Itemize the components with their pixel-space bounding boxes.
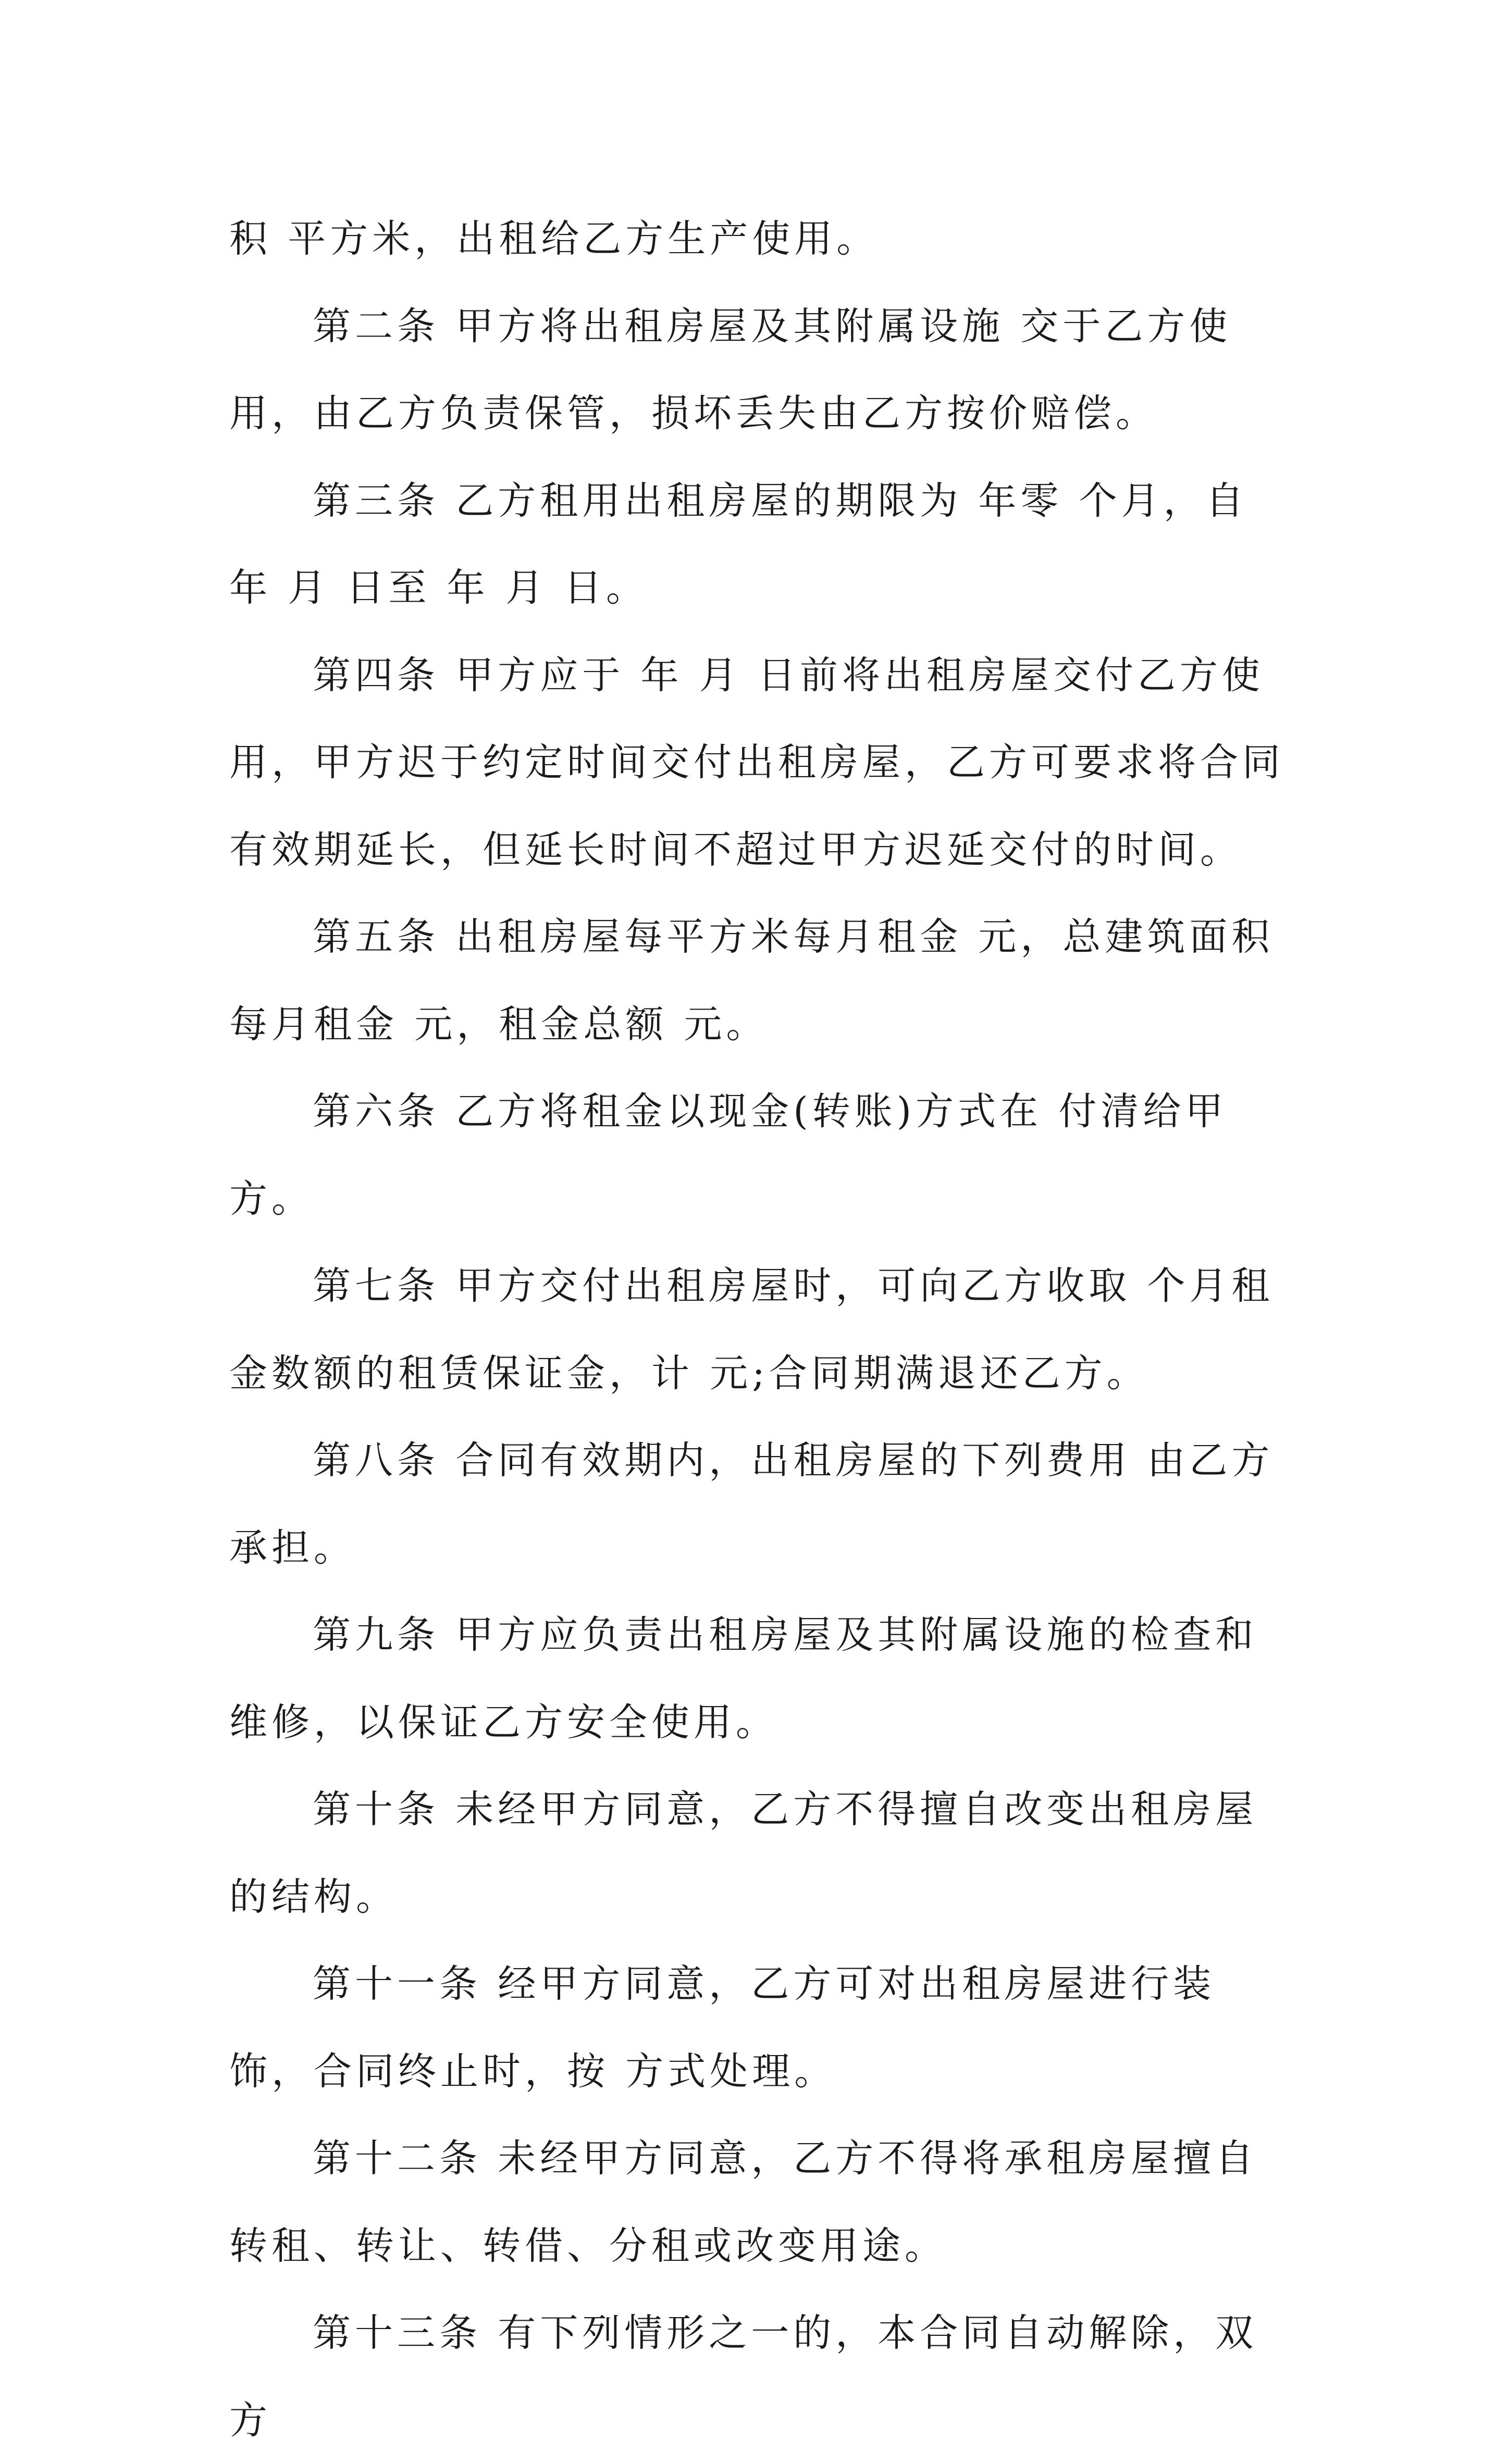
contract-paragraph: 第十二条 未经甲方同意，乙方不得将承租房屋擅自转租、转让、转借、分租或改变用途。 [229,2136,1258,2268]
contract-paragraph: 第八条 合同有效期内，出租房屋的下列费用 由乙方承担。 [229,1438,1274,1570]
contract-paragraph: 第十三条 有下列情形之一的，本合同自动解除，双方 [229,2311,1258,2443]
contract-paragraph: 第九条 甲方应负责出租房屋及其附属设施的检查和维修，以保证乙方安全使用。 [229,1613,1258,1745]
contract-body [229,195,1287,2464]
contract-paragraph: 第三条 乙方租用出租房屋的期限为 年零 个月，自 年 月 日至 年 月 日。 [229,478,1248,610]
contract-paragraph: 第四条 甲方应于 年 月 日前将出租房屋交付乙方使用，甲方迟于约定时间交付出租房屋，乙方可要求将合同有效期延长，但延长时间不超过甲方迟延交付的时间。 [229,653,1284,872]
contract-paragraph: 第七条 甲方交付出租房屋时，可向乙方收取 个月租金数额的租赁保证金，计 元;合同期满退还乙方。 [229,1264,1274,1396]
contract-paragraph: 积 平方米，出租给乙方生产使用。 [229,217,879,261]
contract-paragraph: 第六条 乙方将租金以现金(转账)方式在 付清给甲方。 [229,1089,1228,1221]
contract-paragraph: 第五条 出租房屋每平方米每月租金 元，总建筑面积每月租金 元，租金总额 元。 [229,915,1274,1047]
contract-paragraph: 第十条 未经甲方同意，乙方不得擅自改变出租房屋的结构。 [229,1787,1258,1919]
contract-paragraph: 第二条 甲方将出租房屋及其附属设施 交于乙方使用，由乙方负责保管，损坏丢失由乙方按价赔偿。 [229,304,1232,435]
contract-paragraph: 第十一条 经甲方同意，乙方可对出租房屋进行装饰，合同终止时，按 方式处理。 [229,1962,1216,2094]
